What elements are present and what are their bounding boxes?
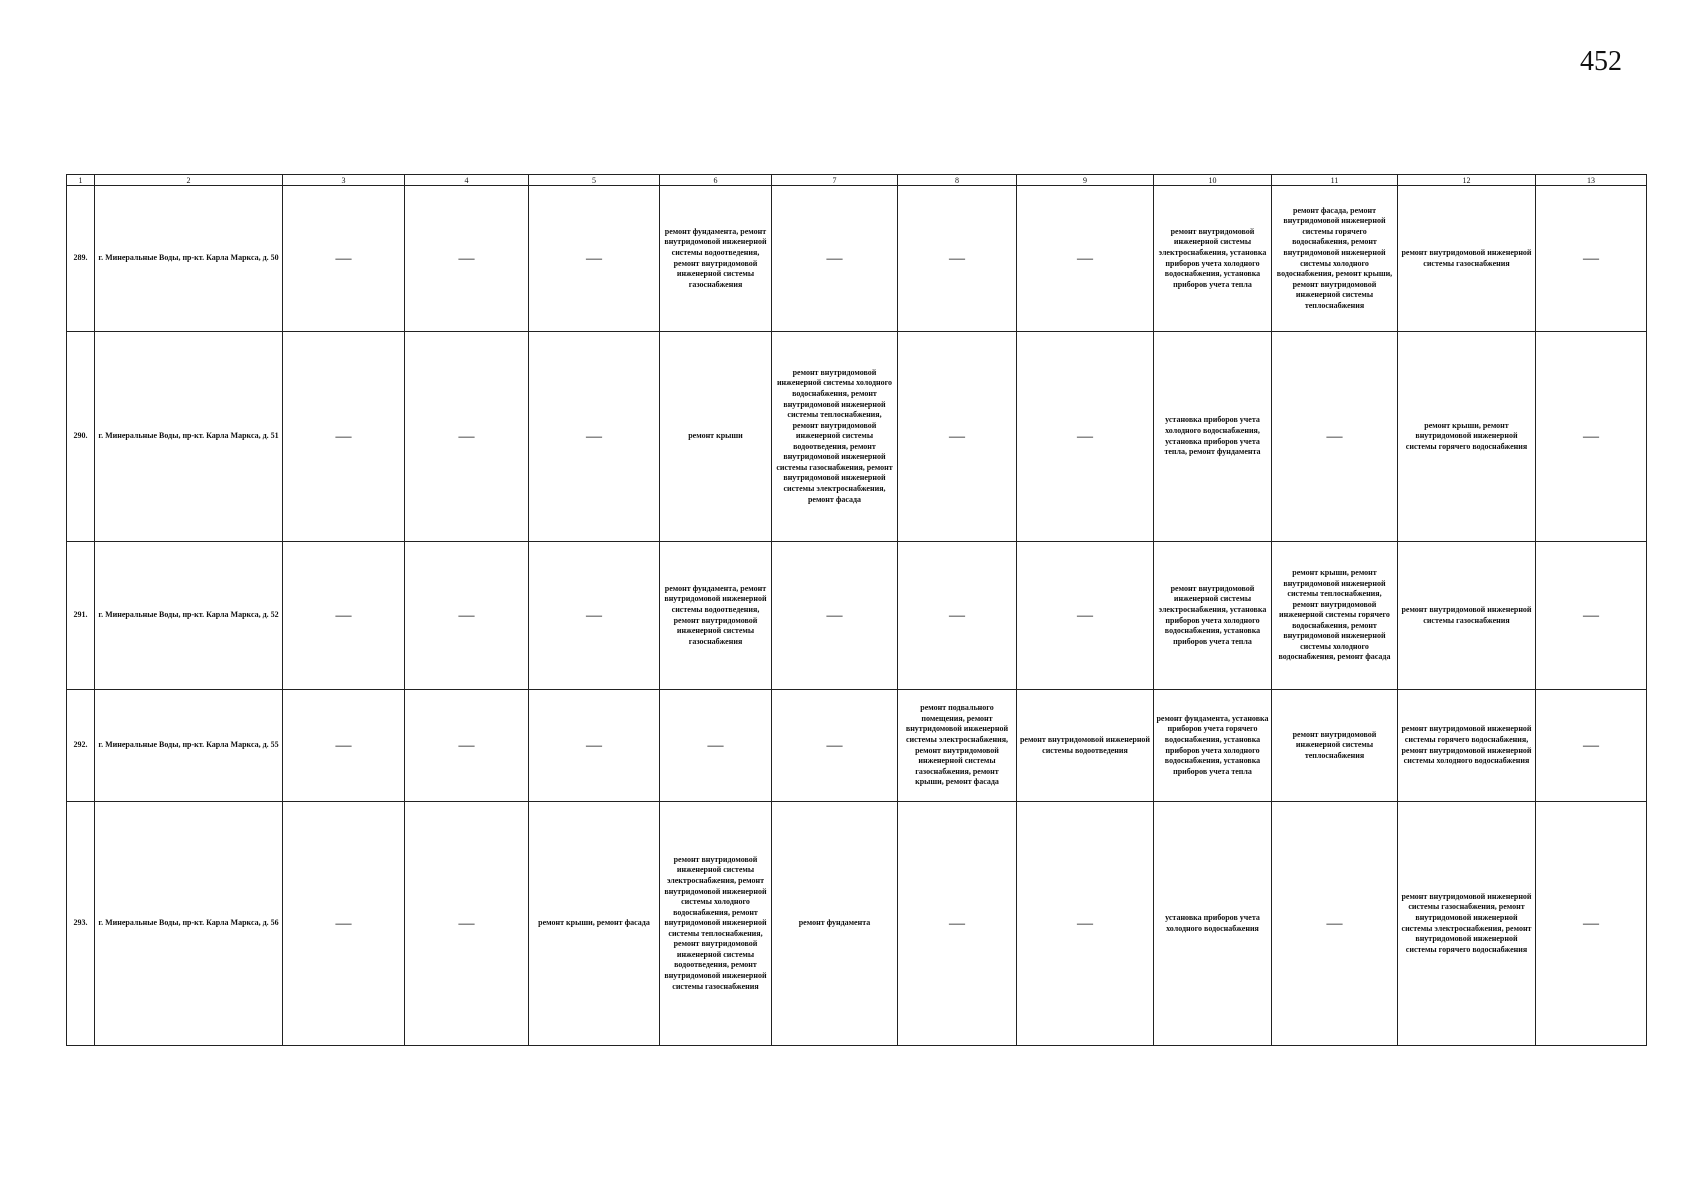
empty-dash-cell	[1017, 332, 1154, 542]
empty-dash-cell	[529, 690, 660, 802]
address-cell: г. Минеральные Воды, пр-кт. Карла Маркса, д. 52	[95, 542, 283, 690]
table-row	[67, 542, 1647, 690]
work-cell: ремонт крыши, ремонт внутридомовой инженерной системы теплоснабжения, ремонт внутридомовой инженерной системы горячего водоснабжения, ремонт внутридомовой инженерной системы холодного водоснабжения, ремонт фасада	[1272, 542, 1398, 690]
row-number: 291.	[67, 542, 95, 690]
empty-dash-cell	[1272, 802, 1398, 1046]
col-header-6: 6	[660, 175, 772, 186]
table-row	[67, 186, 1647, 332]
empty-dash-cell	[405, 186, 529, 332]
work-cell: ремонт внутридомовой инженерной системы электроснабжения, ремонт внутридомовой инженерной системы холодного водоснабжения, ремонт внутридомовой инженерной системы теплоснабжения, ремонт внутридомовой инженерной системы водоотведения, ремонт внутридомовой инженерной системы газоснабжения	[660, 802, 772, 1046]
work-cell: ремонт внутридомовой инженерной системы газоснабжения	[1398, 186, 1536, 332]
work-cell: ремонт фундамента	[772, 802, 898, 1046]
address-cell: г. Минеральные Воды, пр-кт. Карла Маркса, д. 56	[95, 802, 283, 1046]
row-number: 290.	[67, 332, 95, 542]
empty-dash-cell	[405, 332, 529, 542]
col-header-8: 8	[898, 175, 1017, 186]
empty-dash-cell	[283, 542, 405, 690]
empty-dash-cell	[898, 802, 1017, 1046]
col-header-2: 2	[95, 175, 283, 186]
work-cell: ремонт крыши, ремонт фасада	[529, 802, 660, 1046]
empty-dash-cell	[405, 802, 529, 1046]
col-header-12: 12	[1398, 175, 1536, 186]
work-cell: ремонт фундамента, ремонт внутридомовой инженерной системы водоотведения, ремонт внутридомовой инженерной системы газоснабжения	[660, 186, 772, 332]
col-header-7: 7	[772, 175, 898, 186]
col-header-11: 11	[1272, 175, 1398, 186]
empty-dash-cell	[772, 186, 898, 332]
empty-dash-cell	[529, 186, 660, 332]
empty-dash-cell	[1017, 802, 1154, 1046]
table-row	[67, 690, 1647, 802]
repair-schedule-table	[66, 174, 1647, 1046]
col-header-1: 1	[67, 175, 95, 186]
row-number: 289.	[67, 186, 95, 332]
empty-dash-cell	[772, 542, 898, 690]
col-header-4: 4	[405, 175, 529, 186]
empty-dash-cell	[1536, 186, 1647, 332]
empty-dash-cell	[1536, 690, 1647, 802]
work-cell: установка приборов учета холодного водоснабжения, установка приборов учета тепла, ремонт фундамента	[1154, 332, 1272, 542]
table-row	[67, 802, 1647, 1046]
work-cell: ремонт внутридомовой инженерной системы газоснабжения, ремонт внутридомовой инженерной системы электроснабжения, ремонт внутридомовой инженерной системы горячего водоснабжения	[1398, 802, 1536, 1046]
work-cell: ремонт крыши	[660, 332, 772, 542]
col-header-10: 10	[1154, 175, 1272, 186]
empty-dash-cell	[283, 332, 405, 542]
empty-dash-cell	[1017, 542, 1154, 690]
col-header-5: 5	[529, 175, 660, 186]
row-number: 293.	[67, 802, 95, 1046]
empty-dash-cell	[1272, 332, 1398, 542]
empty-dash-cell	[283, 802, 405, 1046]
empty-dash-cell	[898, 542, 1017, 690]
empty-dash-cell	[529, 542, 660, 690]
column-number-row	[67, 175, 1647, 186]
address-cell: г. Минеральные Воды, пр-кт. Карла Маркса, д. 50	[95, 186, 283, 332]
address-cell: г. Минеральные Воды, пр-кт. Карла Маркса, д. 55	[95, 690, 283, 802]
address-cell: г. Минеральные Воды, пр-кт. Карла Маркса, д. 51	[95, 332, 283, 542]
col-header-13: 13	[1536, 175, 1647, 186]
work-cell: ремонт крыши, ремонт внутридомовой инженерной системы горячего водоснабжения	[1398, 332, 1536, 542]
empty-dash-cell	[283, 690, 405, 802]
work-cell: ремонт фундамента, установка приборов учета горячего водоснабжения, установка приборов учета холодного водоснабжения, установка приборов учета тепла	[1154, 690, 1272, 802]
work-cell: ремонт внутридомовой инженерной системы теплоснабжения	[1272, 690, 1398, 802]
col-header-3: 3	[283, 175, 405, 186]
empty-dash-cell	[1017, 186, 1154, 332]
empty-dash-cell	[529, 332, 660, 542]
empty-dash-cell	[660, 690, 772, 802]
empty-dash-cell	[772, 690, 898, 802]
col-header-9: 9	[1017, 175, 1154, 186]
empty-dash-cell	[283, 186, 405, 332]
empty-dash-cell	[405, 542, 529, 690]
work-cell: ремонт внутридомовой инженерной системы электроснабжения, установка приборов учета холодного водоснабжения, установка приборов учета тепла	[1154, 186, 1272, 332]
work-cell: ремонт внутридомовой инженерной системы газоснабжения	[1398, 542, 1536, 690]
page-number: 452	[1580, 46, 1622, 77]
work-cell: ремонт внутридомовой инженерной системы электроснабжения, установка приборов учета холодного водоснабжения, установка приборов учета тепла	[1154, 542, 1272, 690]
table-row	[67, 332, 1647, 542]
empty-dash-cell	[898, 332, 1017, 542]
work-cell: ремонт внутридомовой инженерной системы горячего водоснабжения, ремонт внутридомовой инженерной системы холодного водоснабжения	[1398, 690, 1536, 802]
empty-dash-cell	[405, 690, 529, 802]
work-cell: установка приборов учета холодного водоснабжения	[1154, 802, 1272, 1046]
row-number: 292.	[67, 690, 95, 802]
empty-dash-cell	[1536, 802, 1647, 1046]
empty-dash-cell	[898, 186, 1017, 332]
empty-dash-cell	[1536, 332, 1647, 542]
work-cell: ремонт подвального помещения, ремонт внутридомовой инженерной системы электроснабжения, ремонт внутридомовой инженерной системы газоснабжения, ремонт крыши, ремонт фасада	[898, 690, 1017, 802]
work-cell: ремонт внутридомовой инженерной системы холодного водоснабжения, ремонт внутридомовой инженерной системы теплоснабжения, ремонт внутридомовой инженерной системы водоотведения, ремонт внутридомовой инженерной системы газоснабжения, ремонт внутридомовой инженерной системы электроснабжения, ремонт фасада	[772, 332, 898, 542]
empty-dash-cell	[1536, 542, 1647, 690]
work-cell: ремонт внутридомовой инженерной системы водоотведения	[1017, 690, 1154, 802]
work-cell: ремонт фасада, ремонт внутридомовой инженерной системы горячего водоснабжения, ремонт внутридомовой инженерной системы холодного водоснабжения, ремонт крыши, ремонт внутридомовой инженерной системы теплоснабжения	[1272, 186, 1398, 332]
work-cell: ремонт фундамента, ремонт внутридомовой инженерной системы водоотведения, ремонт внутридомовой инженерной системы газоснабжения	[660, 542, 772, 690]
